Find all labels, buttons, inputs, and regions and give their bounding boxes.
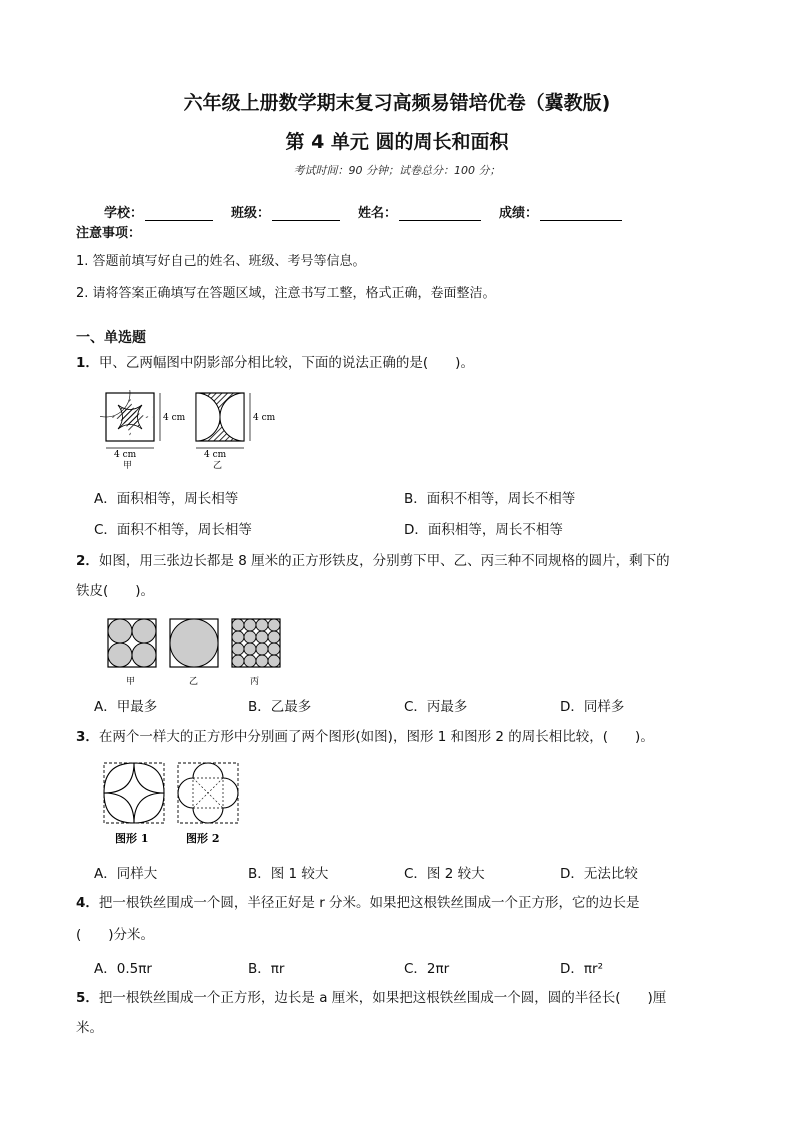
small-circle — [232, 643, 244, 655]
notes-heading: 注意事项： — [76, 226, 142, 241]
side-length-label: 4 cm — [204, 450, 227, 460]
school-field[interactable]: 学校： — [104, 202, 213, 221]
side-length-label: 4 cm — [114, 450, 137, 460]
question-3-figure — [100, 760, 250, 850]
option-d[interactable]: D．无法比较 — [560, 866, 638, 882]
small-circle — [256, 655, 268, 667]
option-d[interactable]: D．面积相等，周长不相等 — [404, 522, 563, 538]
option-d[interactable]: D．πr² — [560, 961, 603, 977]
figure-2 — [178, 763, 238, 845]
small-circle — [244, 619, 256, 631]
figure-yi — [196, 393, 276, 471]
option-a[interactable]: A．同样大 — [94, 866, 158, 882]
option-c[interactable]: C．2πr — [404, 961, 450, 977]
question-5-cont: 米。 — [76, 1020, 103, 1036]
figure-bing — [232, 619, 280, 687]
small-circle — [268, 643, 280, 655]
paper-title: 六年级上册数学期末复习高频易错培优卷（冀教版) — [183, 92, 611, 114]
option-a[interactable]: A．面积相等，周长相等 — [94, 491, 239, 507]
figure-label-yi: 乙 — [213, 461, 223, 471]
figure-yi — [170, 619, 218, 687]
name-field[interactable]: 姓名： — [358, 202, 481, 221]
small-circle — [232, 631, 244, 643]
question-4-cont: ( )分米。 — [76, 927, 155, 943]
small-circle — [244, 643, 256, 655]
figure-label-jia: 甲 — [123, 461, 133, 471]
option-d[interactable]: D．同样多 — [560, 699, 625, 715]
small-circle — [232, 655, 244, 667]
question-2-figure — [104, 616, 294, 688]
option-b[interactable]: B．图 1 较大 — [248, 866, 329, 882]
note-item: 2. 请将答案正确填写在答题区域，注意书写工整，格式正确，卷面整洁。 — [76, 286, 496, 301]
figure-label-jia: 甲 — [126, 677, 136, 687]
figure-jia — [100, 390, 186, 471]
exam-info: 考试时间：90 分钟；试卷总分：100 分； — [293, 164, 501, 177]
student-info-row — [104, 202, 640, 221]
small-circle — [268, 655, 280, 667]
section-heading: 一、单选题 — [76, 330, 146, 346]
figure-label-1: 图形 1 — [115, 832, 149, 845]
option-b[interactable]: B．面积不相等，周长不相等 — [404, 491, 576, 507]
option-c[interactable]: C．面积不相等，周长相等 — [94, 522, 252, 538]
small-circle — [256, 643, 268, 655]
small-circle — [256, 619, 268, 631]
unit-title: 第 4 单元 圆的周长和面积 — [285, 131, 509, 153]
figure-1 — [104, 763, 164, 845]
small-circle — [256, 631, 268, 643]
small-circle — [268, 631, 280, 643]
figure-label-2: 图形 2 — [186, 832, 220, 845]
option-b[interactable]: B．乙最多 — [248, 699, 312, 715]
question-1: 1．甲、乙两幅图中阴影部分相比较，下面的说法正确的是( )。 — [76, 355, 474, 371]
question-2: 2．如图，用三张边长都是 8 厘米的正方形铁皮，分别剪下甲、乙、丙三种不同规格的圆片，剩下的 — [76, 553, 670, 569]
class-field[interactable]: 班级： — [231, 202, 340, 221]
score-field[interactable]: 成绩： — [499, 202, 622, 221]
note-item: 1. 答题前填写好自己的姓名、班级、考号等信息。 — [76, 254, 366, 269]
figure-label-bing: 丙 — [250, 677, 260, 687]
figure-label-yi: 乙 — [189, 677, 199, 687]
side-length-label: 4 cm — [253, 413, 276, 423]
small-circle — [244, 631, 256, 643]
option-b[interactable]: B．πr — [248, 961, 285, 977]
small-circle — [232, 619, 244, 631]
side-length-label: 4 cm — [163, 413, 186, 423]
option-a[interactable]: A．0.5πr — [94, 961, 152, 977]
figure-jia — [108, 619, 156, 687]
question-3: 3．在两个一样大的正方形中分别画了两个图形(如图)，图形 1 和图形 2 的周长相比较，( )。 — [76, 729, 654, 745]
question-4: 4．把一根铁丝围成一个圆，半径正好是 r 分米。如果把这根铁丝围成一个正方形，它的边长是 — [76, 895, 640, 911]
question-1-figure — [100, 390, 290, 472]
option-c[interactable]: C．丙最多 — [404, 699, 468, 715]
small-circle — [244, 655, 256, 667]
option-a[interactable]: A．甲最多 — [94, 699, 158, 715]
small-circle — [268, 619, 280, 631]
question-2-cont: 铁皮( )。 — [76, 583, 155, 599]
option-c[interactable]: C．图 2 较大 — [404, 866, 485, 882]
question-5: 5．把一根铁丝围成一个正方形，边长是 a 厘米，如果把这根铁丝围成一个圆，圆的半径长( )厘 — [76, 990, 667, 1006]
